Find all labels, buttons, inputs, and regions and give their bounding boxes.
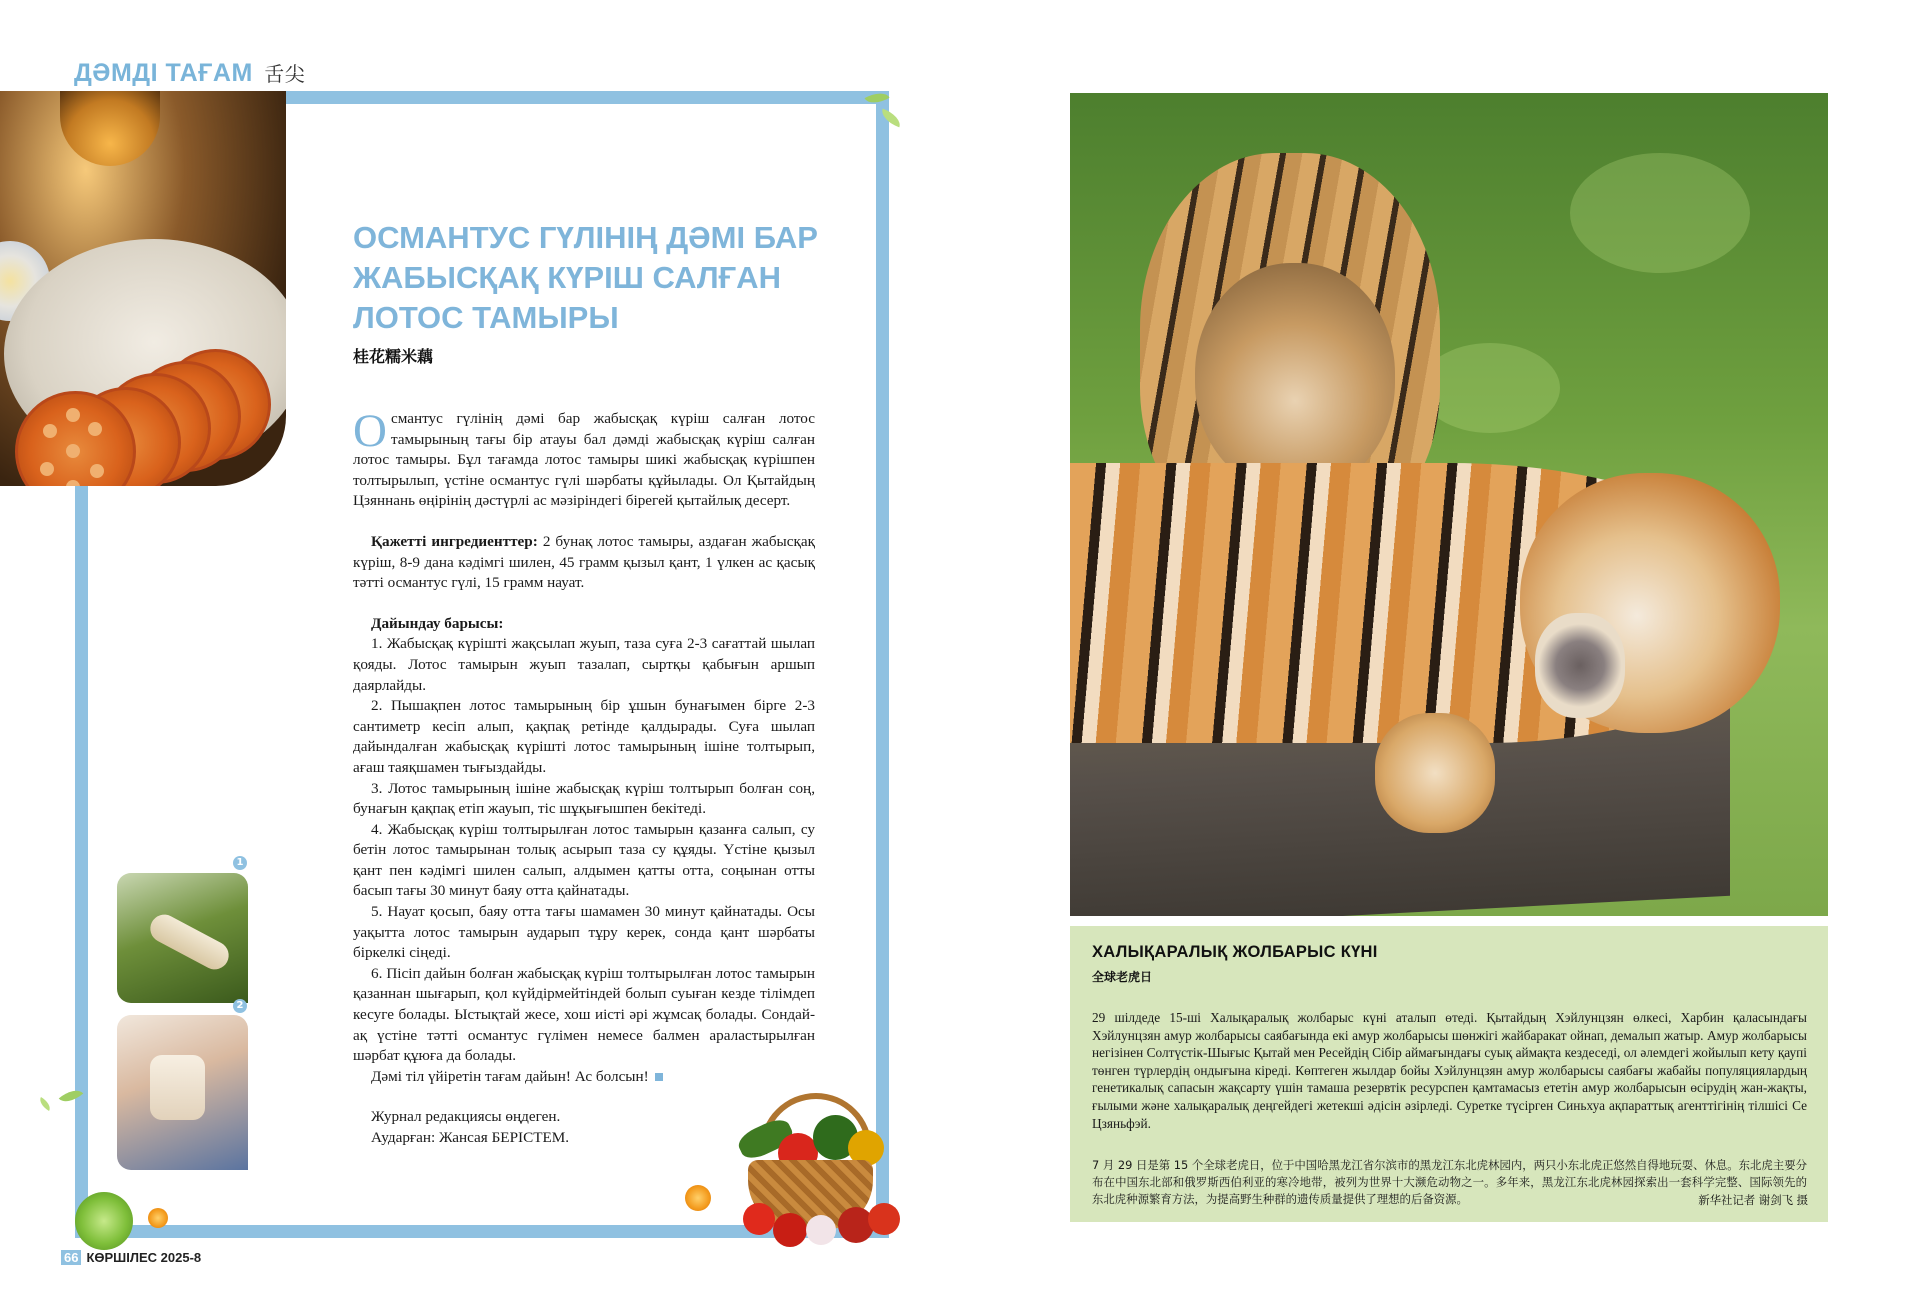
vegetable-basket-illustration [718,1085,918,1260]
closing-line: Дәмі тіл үйіретін тағам дайын! Ас болсын! [353,1067,815,1088]
magazine-issue: КӨРШІЛЕС 2025-8 [86,1250,202,1265]
page-number: 66 [61,1250,81,1265]
translator-credit: Аударған: Жансая БЕРІСТЕМ. [371,1129,570,1146]
step-badge-2: 2 [233,999,247,1013]
page-footer [61,1250,201,1265]
tiger-cubs-photo [1070,93,1828,916]
photo-credit: 新华社记者 谢剑飞 摄 [1698,1193,1808,1207]
ingredients-text: 2 бунақ лотос тамыры, аздаған жабысқақ күріш, 8-9 дана кәдімгі шилен, 45 грамм қызыл қант, 1 үлкен ас қасық тәтті османтус гүлі, 15 грамм науат. [353,532,815,592]
ingredients-label: Қажетті ингредиенттер: [371,532,538,550]
step-3: 3. Лотос тамырының ішіне жабысқақ күріш толтырып болған соң, бунағын қақпақ етіп жауып, тіс шұқығышпен бекітеді. [353,779,815,818]
step-badge-1: 1 [233,856,247,870]
intro-text: смантус гүлінің дәмі бар жабысқақ күріш салған лотос тамырының тағы бір атауы бал дәмді жабысқақ күріш салған лотос тамыры. Бұл тағамда лотос тамыры шикі жабысқақ күрішпен толтырылып, үстіне османтус гүлі шәрбаты құйылады. Ол Қытайдың Цзяннань өңірінің дәстүрлі ас мәзіріндегі бірегей қытайлық десерт. [353,410,815,510]
tiger-paw [1375,713,1495,833]
drop-cap: О [353,405,387,457]
orange-illustration [685,1185,711,1211]
recipe-title-cn: 桂花糯米藕 [353,347,434,366]
step-6: 6. Пісіп дайын болған жабысқақ күріш толтырылған лотос тамырын қазаннан шығарып, қол күйдірмейтіндей болып суыған кезде тілімдеп кесуге болады. Ыстықтай жесе, хош иісті әрі жұмсақ болады. Сондай-ақ үстіне тәтті османтус гүлімен немесе балмен араластырылған шәрбат құюға да болады. [353,964,815,1065]
step-1-photo [117,873,248,1003]
section-header [74,58,305,88]
orange-illustration [148,1208,168,1228]
end-mark [655,1073,663,1081]
ingredients-paragraph [353,532,815,594]
editor-credit: Журнал редакциясы өңдеген. [371,1108,561,1126]
section-title-cn: 舌尖 [264,64,306,86]
step-2-photo [117,1015,248,1170]
step-1: 1. Жабысқақ күрішті жақсылап жуып, таза суға 2-3 сағаттай шылап қояды. Лотос тамырын жуып тазалап, сыртқы қабығын аршып даярлайды. [353,635,815,694]
recipe-body [353,405,815,1149]
intro-paragraph [353,405,815,512]
tea-cup [60,91,160,166]
caption-text-kz: 29 шілдеде 15-ші Халықаралық жолбарыс күні аталып өтеді. Қытайдың Хэйлунцзян өлкесі, Харбин қаласындағы Хэйлунцзян амур жолбарысы саябағында екі амур жолбарысы шөнжігі жайбаракат ойнап, демалып жатыр. Амур жолбарысы негізінен Солтүстік-Шығыс Қытай мен Ресейдің Сібір аймағындағы суық аймақта кездеседі, ол әлемдегі жойылып кету қаупі төнген түрлердің ондығына кіреді. Көптеген жылдар бойы Хэйлунцзян амур жолбарысы саябағы жабайы популяциялардың генетикалық сапасын жақсарту үшін тамаша резервтік ресурспен қамтамасыз ететін амур жолбарысын өсірудің жан-жақты, ғылыми және халықаралық деңгейдегі жетекші әдісін әзірледі. Суретке түсірген Синьхуа ақпараттық агенттігінің тілшісі Се Цзяньфэй. [1092,1010,1807,1131]
frame-left-border [75,486,88,1238]
lotus-root-dish-photo [0,91,286,486]
tiger-cub-head [1195,263,1395,493]
caption-title: ХАЛЫҚАРАЛЫҚ ЖОЛБАРЫС КҮНІ [1092,943,1378,961]
tiger-paw [1535,613,1625,718]
section-title: ДӘМДІ ТАҒАМ [74,59,253,87]
recipe-title: ОСМАНТУС ГҮЛІНІҢ ДӘМІ БАР ЖАБЫСҚАҚ КҮРІШ САЛҒАН ЛОТОС ТАМЫРЫ [353,220,818,335]
caption-title-cn: 全球老虎日 [1092,970,1153,984]
frame-right-border [876,91,889,1238]
step-4: 4. Жабысқақ күріш толтырылған лотос тамырын қазанға салып, су бетін лотос тамырынан толық асырып таза су құяды. Үстіне қызыл қант пен кәдімгі шилен салып, алдымен қатты отта, соңынан отты басып тағы 30 минут баяу отта қайнатады. [353,820,815,900]
step-2: 2. Пышақпен лотос тамырының бір ұшын бунағымен бірге 2-3 сантиметр кесіп алып, қақпақ ретінде қалдырады. Суға шылап дайындалған жабысқақ күрішті лотос тамырының ішіне толтырып, ағаш таяқшамен тығыздайды. [353,697,815,776]
lettuce-illustration [75,1192,133,1250]
method-label: Дайындау барысы: [371,614,504,632]
leaf-decoration [37,1097,53,1111]
caption-text-cn: 7 月 29 日是第 15 个全球老虎日，位于中国哈黑龙江省尔滨市的黑龙江东北虎林园内，两只小东北虎正悠然自得地玩耍、休息。东北虎主要分布在中国东北部和俄罗斯西伯利亚的寒冷地带，被列为世界十大濒危动物之一。多年来，黑龙江东北虎林园探索出一套科学完整、国际领先的东北虎种源繁育方法，为提高野生种群的遗传质量提供了理想的后备资源。 [1092,1158,1807,1206]
photo-caption-box [1070,926,1828,1222]
step-5: 5. Науат қосып, баяу отта тағы шамамен 30 минут қайнатады. Осы уақытта лотос тамырын аударып тұру керек, сонда қант шәрбаты біркелкі сіңеді. [353,903,815,962]
